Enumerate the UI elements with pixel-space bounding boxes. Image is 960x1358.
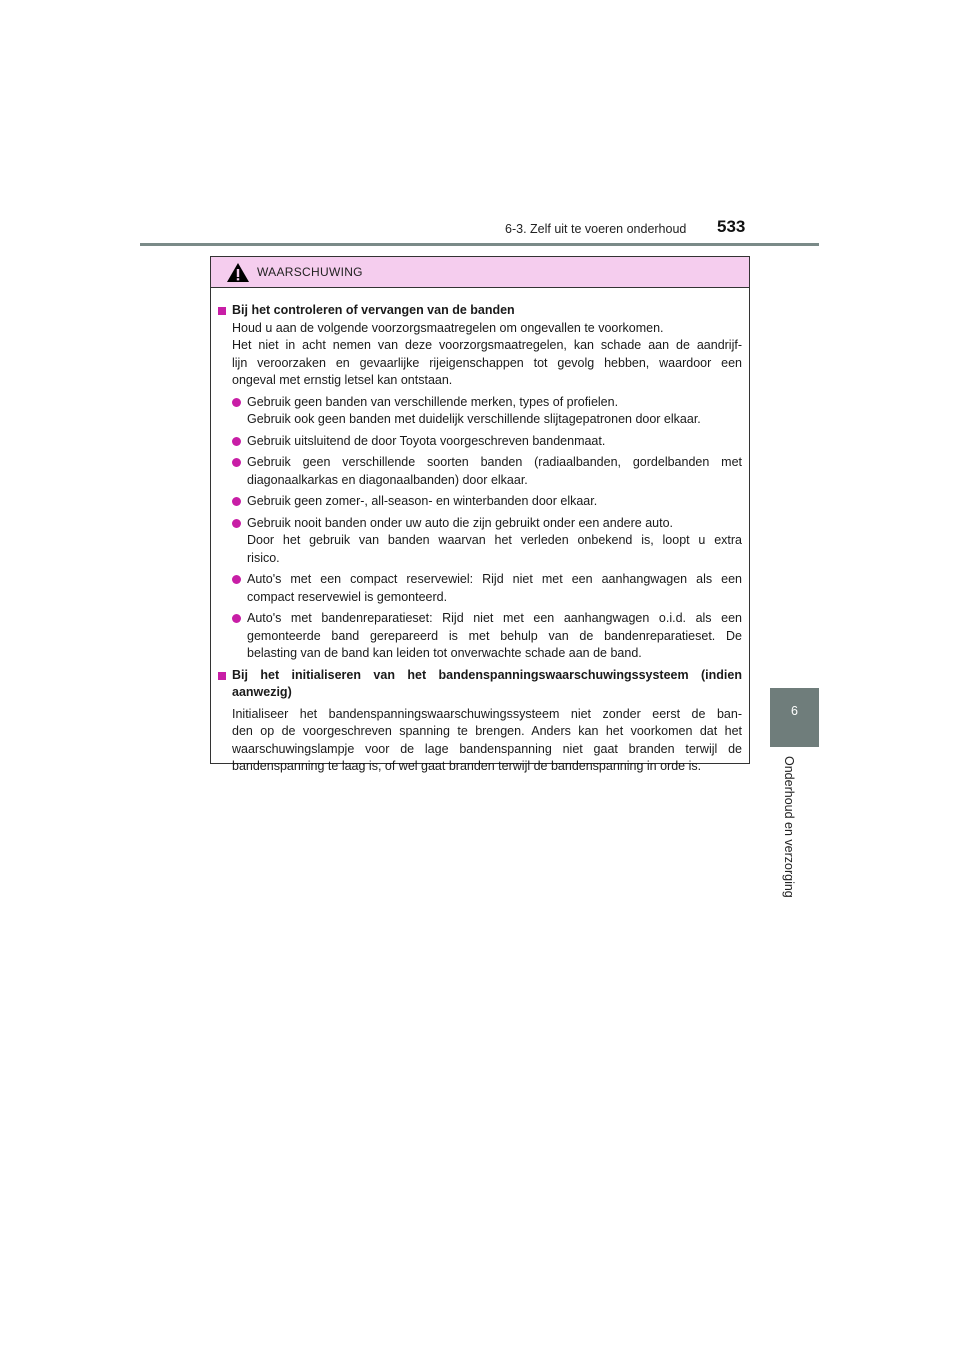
text-line: Houd u aan de volgende voorzorgsmaatregelen om ongevallen te voorkomen. [232, 320, 664, 335]
text-line: Gebruik nooit banden onder uw auto die zijn gebruikt onder een andere auto. [247, 515, 673, 530]
warning-triangle-icon [226, 262, 250, 283]
warning-box [210, 256, 750, 773]
body-paragraph [232, 706, 742, 776]
text-line: aanwezig) [232, 685, 292, 699]
text-line: waarschuwingslampje voor de lage bandenspanning niet gaat branden terwijl de [232, 741, 742, 756]
header-rule [140, 243, 819, 246]
warning-title: WAARSCHUWING [257, 265, 363, 279]
text-line: Gebruik geen banden van verschillende merken, types of profielen. [247, 394, 619, 409]
text-line: Gebruik geen zomer-, all-season- en winterbanden door elkaar. [247, 494, 598, 508]
round-bullet-icon [232, 398, 241, 407]
chapter-label: Onderhoud en verzorging [782, 756, 796, 898]
text-line: Initialiseer het bandenspanningswaarschuwingssysteem niet zonder eerst de ban- [232, 706, 742, 721]
list-item-text [247, 493, 742, 511]
text-line: Auto's met bandenreparatieset: Rijd niet met een aanhangwagen o.i.d. als een [247, 611, 742, 625]
section-heading-text: Bij het controleren of vervangen van de banden [232, 303, 515, 317]
list-item [232, 610, 742, 663]
section-heading [218, 302, 742, 320]
text-line: Gebruik uitsluitend de door Toyota voorgeschreven bandenmaat. [247, 433, 606, 448]
list-item-text [247, 571, 742, 606]
text-line: Bij het initialiseren van het bandenspanningswaarschuwingssysteem (indien [232, 667, 742, 682]
warning-header [211, 257, 749, 288]
page-number: 533 [717, 217, 746, 236]
round-bullet-icon [232, 458, 241, 467]
list-item [232, 454, 742, 489]
text-line: diagonaalkarkas en diagonaalbanden) door elkaar. [247, 472, 528, 487]
square-bullet-icon [218, 672, 226, 680]
text-line: lijn veroorzaken en gevaarlijke rijeigenschappen tot gevolg hebben, waardoor een [232, 355, 742, 370]
intro-paragraph [232, 320, 742, 390]
list-item [232, 433, 742, 451]
text-line: Auto's met een compact reservewiel: Rijd niet met een aanhangwagen als een [247, 572, 742, 586]
list-item-text [247, 610, 742, 663]
text-line: Door het gebruik van banden waarvan het verleden onbekend is, loopt u extra [247, 533, 742, 547]
list-item-text [247, 515, 742, 568]
text-line: Het niet in acht nemen van deze voorzorgsmaatregelen, kan schade aan de aandrijf- [232, 338, 742, 352]
round-bullet-icon [232, 575, 241, 584]
text-line: Gebruik geen verschillende soorten banden (radiaalbanden, gordelbanden met [247, 455, 742, 469]
list-item [232, 394, 742, 429]
list-item-text [247, 394, 742, 429]
list-item [232, 571, 742, 606]
text-line: ongeval met ernstig letsel kan ontstaan. [232, 373, 453, 387]
section-title: 6-3. Zelf uit te voeren onderhoud [505, 222, 687, 236]
round-bullet-icon [232, 614, 241, 623]
text-line: bandenspanning te laag is, of wel gaat branden terwijl de bandenspanning in orde is. [232, 759, 702, 773]
list-item [232, 515, 742, 568]
text-line: gemonteerde band gerepareerd is met behulp van de bandenreparatieset. De [247, 628, 742, 643]
list-item-text [247, 454, 742, 489]
text-line: compact reservewiel is gemonteerd. [247, 589, 448, 604]
section-heading-text [232, 667, 742, 702]
chapter-number: 6 [791, 704, 798, 718]
square-bullet-icon [218, 307, 226, 315]
round-bullet-icon [232, 519, 241, 528]
section-heading [218, 667, 742, 702]
text-line: den op de voorgeschreven spanning te brengen. Anders kan het voorkomen dat het [232, 724, 742, 738]
warning-body [211, 288, 749, 776]
text-line: belasting van de band kan leiden tot onverwachte schade aan de band. [247, 646, 642, 660]
list-item [232, 493, 742, 511]
round-bullet-icon [232, 437, 241, 446]
chapter-tab[interactable] [770, 688, 819, 747]
text-line: risico. [247, 550, 280, 565]
list-item-text [247, 433, 742, 451]
text-line: Gebruik ook geen banden met duidelijk verschillende slijtagepatronen door elkaar. [247, 412, 701, 426]
round-bullet-icon [232, 497, 241, 506]
